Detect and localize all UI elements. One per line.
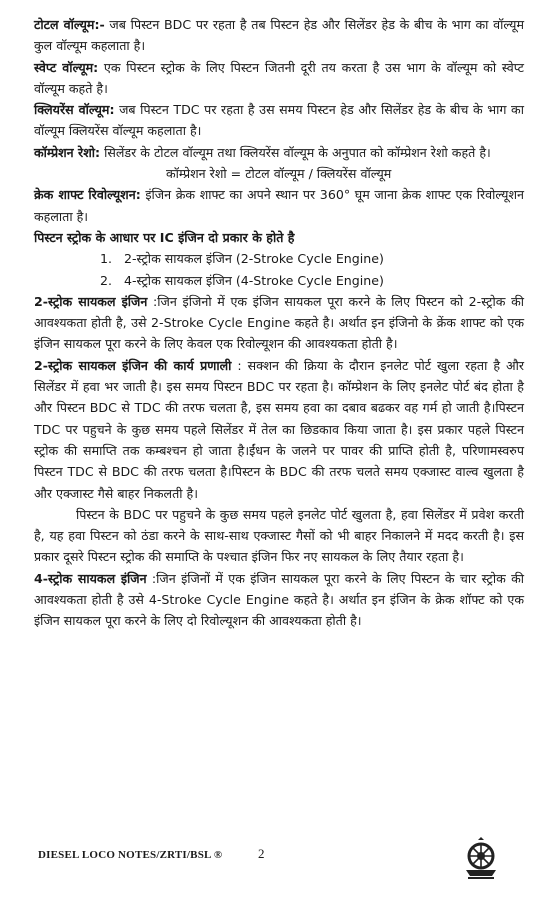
compression-ratio-formula: कॉम्प्रेशन रेशो = टोटल वॉल्यूम / क्लियरेंस वॉल्यूम — [166, 166, 392, 182]
list-item: 1. 2-स्ट्रोक सायकल इंजिन (2-Stroke Cycle Engine) — [116, 248, 524, 269]
engine-types-heading: पिस्टन स्ट्रोक के आधार पर IC इंजिन दो प्रकार के होते है — [34, 229, 295, 245]
definition-total-volume: टोटल वॉल्यूम:- जब पिस्टन BDC पर रहता है तब पिस्टन हेड और सिलेंडर हेड के बीच के भाग का वॉल्यूम कुल वॉल्यूम कहलाता है। — [34, 17, 525, 54]
definition-crank-revolution: क्रेक शाफ्ट रिवोल्यूशन: इंजिन क्रेक शाफ्ट का अपने स्थान पर 360° घूम जाना क्रेक शाफ्ट एक रिवोल्यूशन कहलाता है। — [34, 187, 525, 224]
page-number: 2 — [258, 846, 265, 861]
section-four-stroke: 4-स्ट्रोक सायकल इंजिन :जिन इंजिनों में एक इंजिन सायकल पूरा करने के लिए पिस्टन के चार स्ट्रोक की आवश्यकता होती है उसे 4-Stroke Cycle Engine कहते है। अर्थात इन इंजिन के क्रेक शॉफ्ट को एक इंजिन सायकल पूरा करने के लिए दो रिवोल्यूशन की आवश्यकता होती है। — [34, 570, 525, 629]
definition-compression-ratio: कॉम्प्रेशन रेशो: सिलेंडर के टोटल वॉल्यूम तथा क्लियरेंस वॉल्यूम के अनुपात को कॉम्प्रेशन रेशो कहते है। — [34, 144, 491, 160]
section-two-stroke-working: 2-स्ट्रोक सायकल इंजिन की कार्य प्रणाली : सक्शन की क्रिया के दौरान इनलेट पोर्ट खुला रहता है और सिलेंडर में हवा भर जाती है। इस समय पिस्टन BDC पर रहता है। कॉम्प्रेशन के लिए इनलेट पोर्ट बंद होता है और पिस्टन BDC से TDC की तरफ चलता है, इस समय हवा का दबाव बढकर वह गर्म हो जाती है।पिस्टन TDC पर पहुचने के कुछ समय पहले सिलेंडर में तेल का छिडकाव किया जाता है। इस प्रकार पहले पिस्टन स्ट्रोक की समाप्ति तक कम्बश्चन हो जाता है।ईंधन के जलने पर पावर की प्राप्ति होती है, परिणामस्वरुप पिस्टन TDC से BDC की तरफ चलता है।पिस्टन के BDC की तरफ चलते समय एक्जास्ट वाल्व खुलता है और एक्जास्ट गैसे बाहर निकलती है। — [34, 357, 524, 501]
definition-swept-volume: स्वेप्ट वॉल्यूम: एक पिस्टन स्ट्रोक के लिए पिस्टन जितनी दूरी तय करता है उस भाग के वॉल्यूम को स्वेप्ट वॉल्यूम कहते है। — [34, 59, 525, 96]
section-two-stroke: 2-स्ट्रोक सायकल इंजिन :जिन इंजिनो में एक इंजिन सायकल पूरा करने के लिए पिस्टन को 2-स्ट्रोक की आवश्यकता होती है, उसे 2-Stroke Cycle Engine कहते है। अर्थात इन इंजिनो के क्रेंक शाफ्ट को एक इंजिन सायकल पूरा करने के लिए केवल एक रिवोल्यूशन की आवश्यकता होती है। — [34, 293, 524, 352]
document-body — [34, 14, 524, 632]
list-item: 2. 4-स्ट्रोक सायकल इंजिन (4-Stroke Cycle Engine) — [116, 270, 524, 291]
railway-emblem-icon — [458, 836, 504, 882]
footer-text: DIESEL LOCO NOTES/ZRTI/BSL ® — [38, 849, 223, 861]
section-two-stroke-working-cont: पिस्टन के BDC पर पहुचने के कुछ समय पहले इनलेट पोर्ट खुलता है, हवा सिलेंडर में प्रवेश करती है, यह हवा पिस्टन को ठंडा करने के साथ-साथ एक्जास्ट गैसों को भी बाहर निकालने में मदद करती है। इस प्रकार दूसरे पिस्टन स्ट्रोक की समाप्ति के पश्चात इंजिन फिर नए सायकल के लिए तैयार रहता है। — [34, 506, 524, 565]
engine-types-list — [34, 248, 524, 291]
definition-clearance-volume: क्लियरेंस वॉल्यूम: जब पिस्टन TDC पर रहता है उस समय पिस्टन हेड और सिलेंडर हेड के बीच के भाग का वॉल्यूम क्लियरेंस वॉल्यूम कहलाता है। — [34, 102, 524, 139]
